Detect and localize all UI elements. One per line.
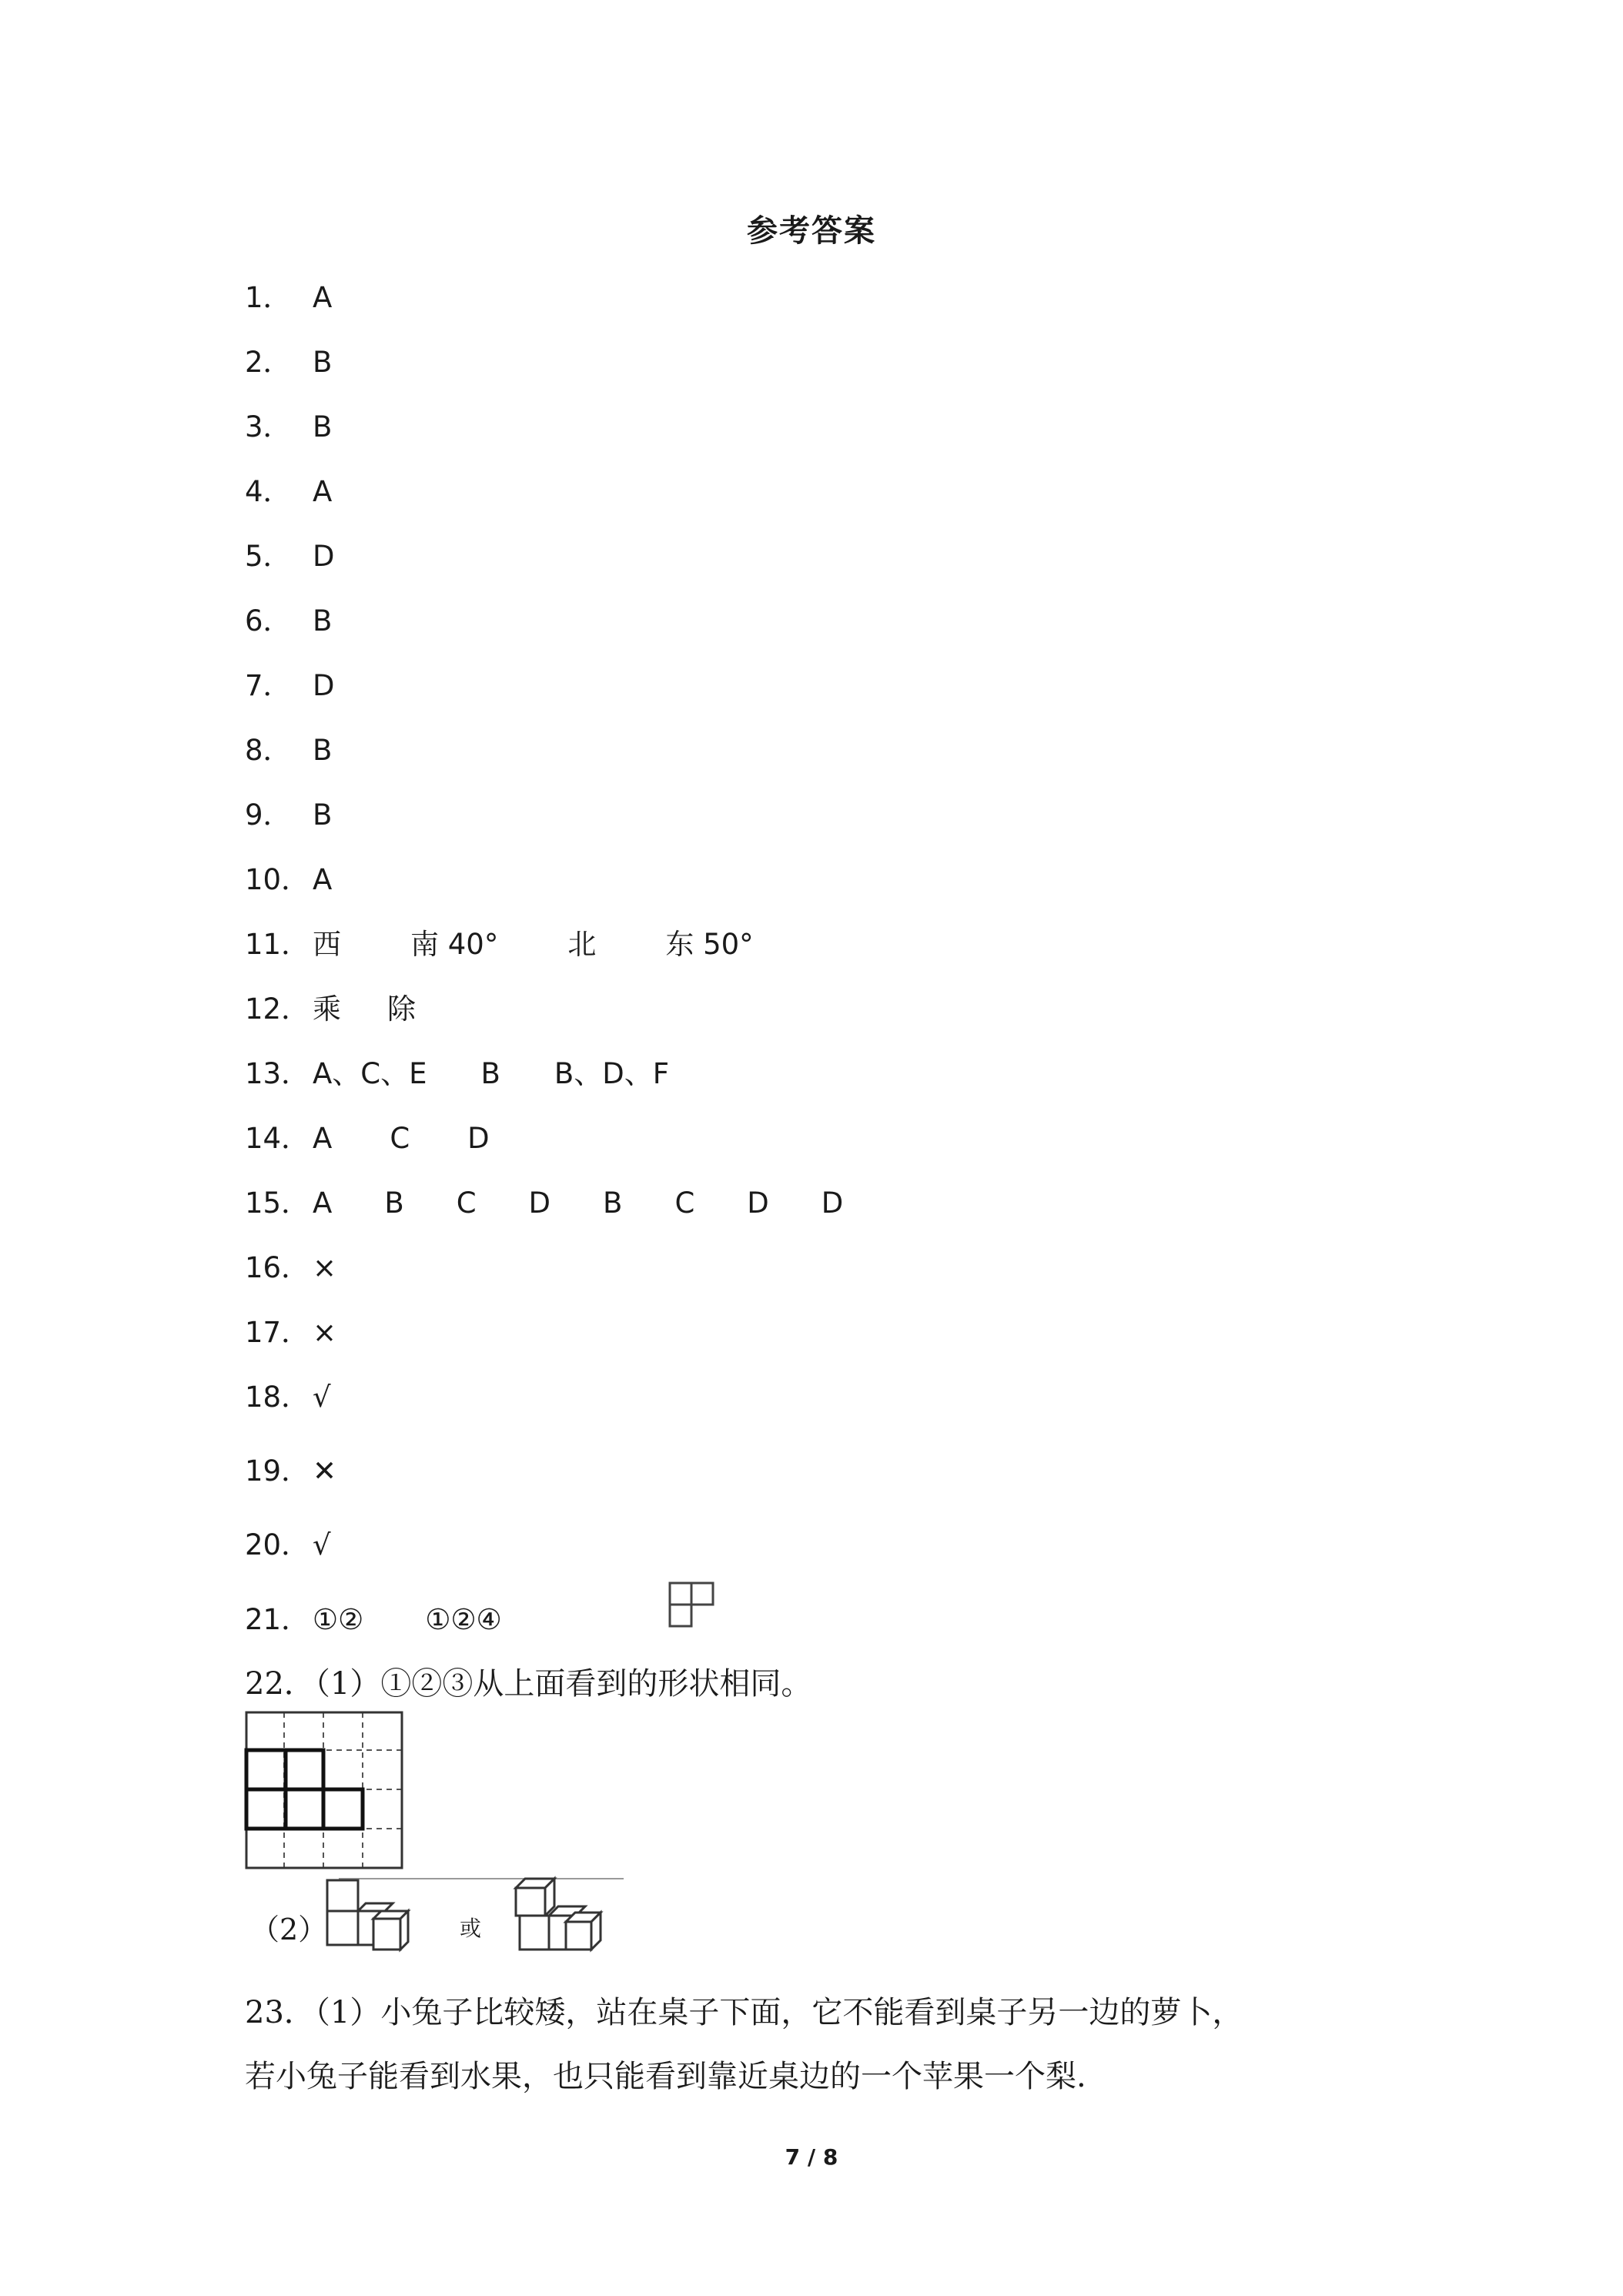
answer-values [313, 281, 363, 314]
page-title: 参考答案 [747, 213, 876, 249]
answer-values [313, 475, 363, 508]
answer-number: 3． [245, 410, 292, 443]
q22-part1-text: 22．（1）①②③从上面看到的形状相同。 [245, 1666, 812, 1702]
answer-value: C [674, 1186, 695, 1220]
answer-value: B [480, 1057, 500, 1090]
answer-value: D [528, 1186, 551, 1220]
answer-number: 20． [245, 1528, 310, 1561]
answer-values [313, 734, 363, 767]
answer-number: 12． [245, 992, 310, 1026]
answer-value: 南 40° [410, 928, 499, 961]
answer-values [313, 1057, 723, 1090]
answer-values [313, 1603, 564, 1636]
answer-row-1 [245, 283, 363, 312]
answer-values [313, 410, 363, 443]
answer-row-5 [245, 542, 366, 571]
answer-value: √ [313, 1381, 331, 1414]
answer-row-18 [245, 1381, 362, 1414]
answer-row-3 [245, 410, 363, 443]
answer-values [313, 1454, 367, 1488]
answer-value: √ [313, 1528, 331, 1561]
answer-values [313, 928, 823, 961]
answer-row-8 [245, 736, 363, 765]
answer-value: B、D、F [554, 1057, 670, 1090]
answer-value: ①② [313, 1603, 364, 1636]
answer-row-4 [245, 477, 363, 506]
answer-number: 10． [245, 863, 310, 896]
answer-number: 5． [245, 540, 292, 573]
answer-value: A、C、E [313, 1057, 427, 1090]
answer-number: 13． [245, 1057, 310, 1090]
answer-number: 2． [245, 346, 292, 379]
answer-value: ✕ [313, 1454, 337, 1488]
answer-values [313, 604, 363, 638]
answer-value: B [313, 798, 333, 832]
answer-value: A [313, 281, 333, 314]
answer-row-9 [245, 798, 363, 832]
answer-value: B [313, 410, 333, 443]
answer-values [313, 1528, 362, 1561]
answer-value: D [467, 1122, 490, 1155]
q22-or-text: 或 [460, 1916, 482, 1941]
answer-value: B [313, 604, 333, 638]
answer-values [313, 1186, 895, 1220]
page-number: 7 / 8 [785, 2144, 838, 2170]
answer-number: 21． [245, 1603, 310, 1636]
q23-line1: 23．（1）小兔子比较矮，站在桌子下面，它不能看到桌子另一边的萝卜， [245, 1995, 1243, 2030]
answer-value: 乘 [313, 992, 341, 1026]
answer-values [313, 798, 363, 832]
answer-row-20 [245, 1528, 362, 1561]
answer-values [313, 346, 363, 379]
answer-value: 西 [313, 928, 341, 961]
answer-value: 东 50° [665, 928, 754, 961]
answer-number: 1． [245, 281, 292, 314]
answer-values [313, 863, 363, 896]
answer-value: × [313, 1251, 337, 1284]
answer-row-7 [245, 671, 366, 700]
answer-value: ①②④ [425, 1603, 502, 1636]
answer-value: D [313, 540, 335, 573]
answer-value: D [313, 669, 335, 702]
answer-number: 17． [245, 1316, 310, 1349]
answer-number: 11． [245, 928, 310, 961]
answer-value: A [313, 1186, 333, 1220]
answer-row-21 [245, 1605, 564, 1634]
answer-row-2 [245, 348, 363, 377]
answer-row-13 [245, 1059, 723, 1088]
q22-part2-label: （2） [250, 1913, 328, 1946]
q23-line2: 若小兔子能看到水果，也只能看到靠近桌边的一个苹果一个梨. [245, 2059, 1086, 2094]
answer-row-12 [245, 992, 462, 1026]
answer-value: D [821, 1186, 844, 1220]
answer-row-19 [245, 1454, 367, 1488]
answer-values [313, 1381, 362, 1414]
answer-row-17 [245, 1318, 367, 1347]
answer-number: 14． [245, 1122, 310, 1155]
answer-row-14 [245, 1124, 547, 1153]
answer-value: B [313, 346, 333, 379]
answer-value: B [384, 1186, 404, 1220]
answer-value: C [456, 1186, 477, 1220]
answer-row-6 [245, 604, 363, 638]
answer-values [313, 669, 366, 702]
answer-values [313, 1122, 547, 1155]
answer-value: D [747, 1186, 769, 1220]
answer-number: 18． [245, 1381, 310, 1414]
answer-value: B [603, 1186, 623, 1220]
answer-number: 16． [245, 1251, 310, 1284]
answer-values [313, 1316, 367, 1349]
answer-value: 除 [387, 992, 416, 1026]
answer-value: A [313, 475, 333, 508]
answer-number: 7． [245, 669, 292, 702]
answer-value: A [313, 863, 333, 896]
answer-number: 6． [245, 604, 292, 638]
answer-number: 8． [245, 734, 292, 767]
q22-grid-figure [245, 1711, 403, 1869]
answer-number: 4． [245, 475, 292, 508]
answer-value: × [313, 1316, 337, 1349]
answer-row-11 [245, 930, 823, 959]
answer-number: 15． [245, 1186, 310, 1220]
answer-row-16 [245, 1253, 367, 1282]
q21-top-view-figure [662, 1578, 724, 1640]
answer-row-15 [245, 1186, 895, 1220]
answer-row-10 [245, 865, 363, 894]
answer-value: B [313, 734, 333, 767]
answer-value: A [313, 1122, 333, 1155]
answer-value: 北 [567, 928, 597, 961]
answer-values [313, 992, 462, 1026]
answer-values [313, 1251, 367, 1284]
answer-values [313, 540, 366, 573]
answer-number: 19． [245, 1454, 310, 1488]
answer-number: 9． [245, 798, 292, 832]
answer-value: C [390, 1122, 410, 1155]
